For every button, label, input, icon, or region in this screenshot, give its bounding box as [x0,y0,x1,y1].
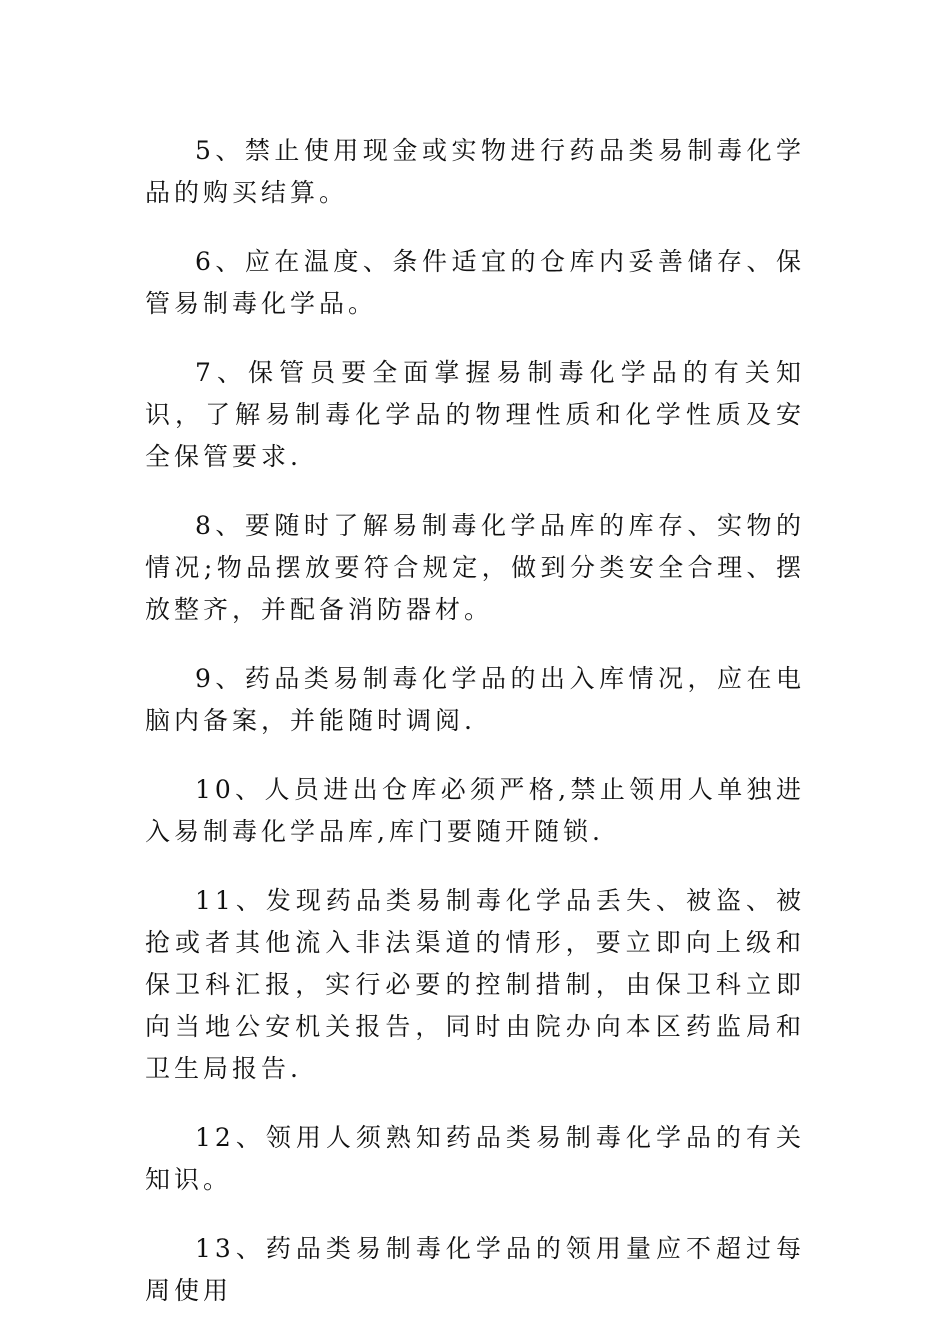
paragraph-8: 8、要随时了解易制毒化学品库的库存、实物的情况;物品摆放要符合规定，做到分类安全合理、摆放整齐，并配备消防器材。 [145,511,805,624]
paragraph-6: 6、应在温度、条件适宜的仓库内妥善储存、保管易制毒化学品。 [145,247,805,318]
paragraph-10: 10、人员进出仓库必须严格,禁止领用人单独进入易制毒化学品库,库门要随开随锁. [145,775,805,846]
paragraph-11: 11、发现药品类易制毒化学品丢失、被盗、被抢或者其他流入非法渠道的情形，要立即向上级和保卫科汇报，实行必要的控制措制，由保卫科立即向当地公安机关报告，同时由院办向本区药监局和卫生局报告. [145,886,805,1083]
paragraph-7: 7、保管员要全面掌握易制毒化学品的有关知识，了解易制毒化学品的物理性质和化学性质及安全保管要求. [145,358,805,471]
paragraph-12: 12、领用人须熟知药品类易制毒化学品的有关知识。 [145,1123,805,1194]
document-body [145,130,805,1339]
paragraph-13: 13、药品类易制毒化学品的领用量应不超过每周使用 [145,1234,805,1305]
paragraph-9: 9、药品类易制毒化学品的出入库情况，应在电脑内备案，并能随时调阅. [145,664,805,735]
paragraph-5: 5、禁止使用现金或实物进行药品类易制毒化学品的购买结算。 [145,136,805,207]
